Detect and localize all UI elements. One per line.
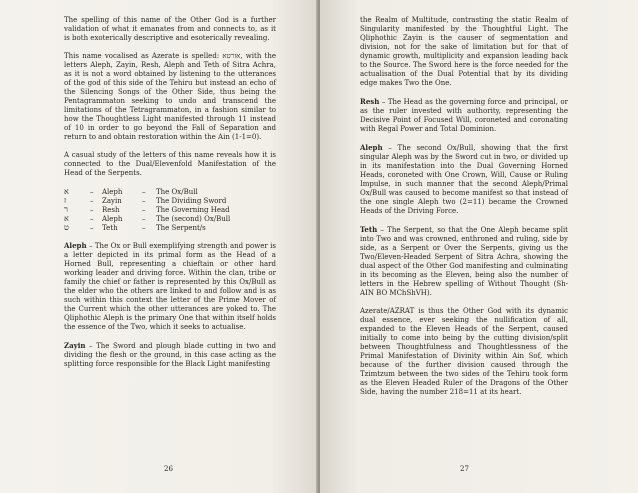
paragraph-zayin [64, 341, 276, 369]
letter-row [64, 223, 276, 232]
letter-meaning: The Serpent/s [156, 224, 206, 232]
term-zayin: Zayin [64, 341, 86, 350]
letter-row [64, 214, 276, 223]
hebrew-letter: ר [64, 205, 68, 214]
letter-name: Aleph [102, 188, 123, 196]
letter-table [64, 187, 276, 232]
term-aleph-second: Aleph [360, 143, 383, 152]
letter-name: Teth [102, 224, 118, 232]
dash: – [142, 197, 146, 205]
dash: – [142, 224, 146, 232]
letter-name: Aleph [102, 215, 123, 223]
hebrew-letter: א [64, 214, 69, 223]
letter-meaning: The Dividing Sword [156, 197, 227, 205]
paragraph-azerate: Azerate/AZRAT is thus the Other God with its dynamic dual essence, ever seeking the nullification of all, expanded to the Eleven Heads of the Serpent, caused initially to come into being by the cutting division/split between Thoughtfulness and Thoughtlessness of the Primal Manifestation of Divinity within Ain Sof, which because of the further division caused through the Tzimtzum between the two sides of the Tehiru took form as the Eleven Headed Ruler of the Dragons of the Other Side, having the number 218=11 at its heart. [360, 307, 568, 396]
hebrew-letter: א [64, 187, 69, 196]
term-teth: Teth [360, 225, 378, 234]
letter-meaning: The Governing Head [156, 206, 230, 214]
term-aleph: Aleph [64, 241, 87, 250]
hebrew-letter: ז [64, 196, 67, 205]
dash: – [90, 215, 94, 223]
aleph-description: – The Ox or Bull exemplifying strength and power is a letter depicted in its primal form as the Head of a Horned Bull, representing a chieftain or other hard working leader and driving force. Within the clan, tribe or family the chief or father is represented by this Ox/Bull as the elder who the others are linked to and follow and is as such within this context the letter of the Prime Mover of the Current which the other utterances are yoked to. The Qliphothic Aleph is the primary One that within itself holds the essence of the Two, which it seeks to actualise. [64, 242, 276, 331]
paragraph-multitude: the Realm of Multitude, contrasting the static Realm of Singularity manifested by the Thoughtful Light. The Qliphothic Zayin is the causer of segmentation and division, not for the sake of limitation but for that of dynamic growth, multiplicity and expansion leading back to the Source. The Sword here is the force needed for the actualisation of the Dual Potential that by its dividing edge makes Two the One. [360, 16, 568, 87]
paragraph-teth [360, 225, 568, 298]
page-number-left: 26 [164, 465, 173, 473]
dash: – [90, 206, 94, 214]
right-text-column [360, 16, 568, 406]
letter-name: Resh [102, 206, 120, 214]
paragraph-resh [360, 97, 568, 134]
teth-description: – The Serpent, so that the One Aleph became split into Two and was crowned, enthroned and ruling, side by side, as a Serpent or Over the Serpents, giving us the Two/Eleven-Headed Serpent of Sitra Achra, showing the dual aspect of the Other God manifesting and culminating in its becoming as the Eleven, being also the number of letters in the Hebrew spelling of Without Thought (Sh-AIN BO MChShVH). [360, 226, 568, 297]
resh-description: – The Head as the governing force and principal, or as the ruler invested with authority, representing the Decisive Point of Focused Will, coroneted and coronating with Regal Power and Total Dominion. [360, 98, 568, 133]
letter-row [64, 187, 276, 196]
paragraph-casual-study: A casual study of the letters of this name reveals how it is connected to the Dual/Elevenfold Manifestation of the Head of the Serpents. [64, 151, 276, 177]
hebrew-letter: ט [64, 223, 69, 232]
dash: – [142, 188, 146, 196]
paragraph-spelling: The spelling of this name of the Other God is a further validation of what it emanates from and connects to, as it is both exoterically descriptive and esoterically revealing. [64, 16, 276, 42]
letter-row [64, 205, 276, 214]
dash: – [90, 188, 94, 196]
letter-name: Zayin [102, 197, 122, 205]
term-resh: Resh [360, 97, 380, 106]
page-number-right: 27 [460, 465, 469, 473]
dash: – [90, 197, 94, 205]
dash: – [90, 224, 94, 232]
left-page [0, 0, 318, 493]
zayin-description: – The Sword and plough blade cutting in two and dividing the flesh or the ground, in this case acting as the splitting force responsible for the Black Light manifesting [64, 342, 276, 368]
letter-meaning: The (second) Ox/Bull [156, 215, 231, 223]
paragraph-aleph-second [360, 143, 568, 216]
dash: – [142, 206, 146, 214]
left-text-column [64, 16, 276, 378]
dash: – [142, 215, 146, 223]
right-page [320, 0, 638, 493]
letter-meaning: The Ox/Bull [156, 188, 198, 196]
paragraph-vocalised: This name vocalised as Azerate is spelled: אזרטא, with the letters Aleph, Zayin, Resh, Aleph and Teth of Sitra Achra, as it is not a word obtained by listening to the utterances of the god of this side of the Tehiru but instead an echo of the Silencing Songs of the Other Side, thus being the Pentagrammaton seeking to undo and transcend the limitations of the Tetragrammaton, in a fashion similar to how the Thoughtless Light manifested through 11 instead of 10 in order to go beyond the Fall of Separation and return to and obtain restoration within the Ain (1-1=0). [64, 52, 276, 141]
aleph-second-description: – The second Ox/Bull, showing that the first singular Aleph was by the Sword cut in two, or divided up in its manifestation into the Dual Governing Horned Heads, coroneted with One Crown, Will, Cause or Ruling Impulse, in such manner that the second Aleph/Primal Ox/Bull was caused to become manifest so that instead of the one single Aleph two (2=11) became the Crowned Heads of the Driving Force. [360, 144, 568, 215]
letter-row [64, 196, 276, 205]
paragraph-aleph [64, 241, 276, 332]
